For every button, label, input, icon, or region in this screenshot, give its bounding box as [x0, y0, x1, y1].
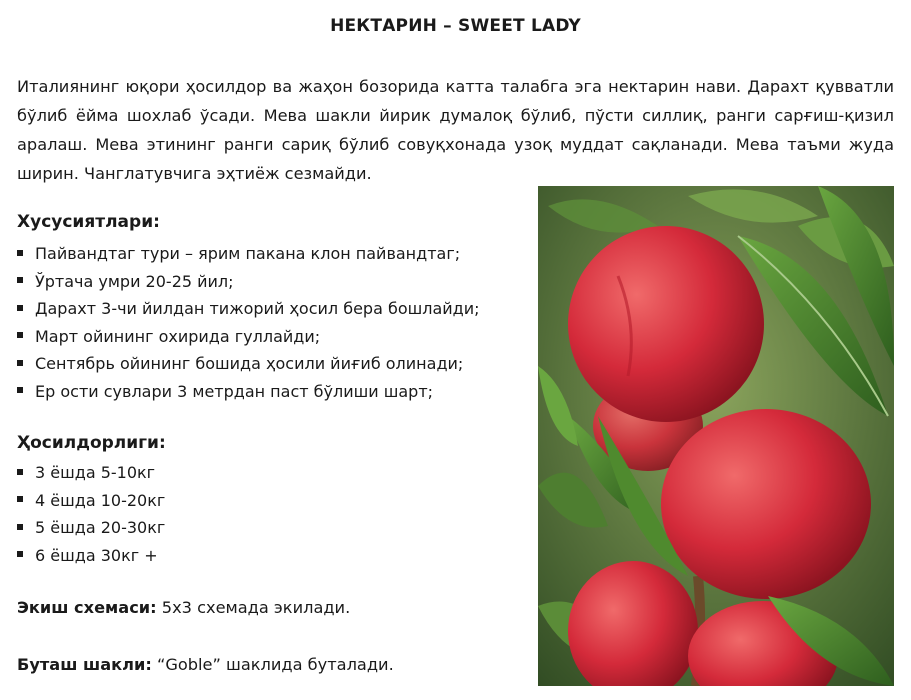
- list-item: Ўртача умри 20-25 йил;: [17, 268, 480, 296]
- nectarine-photo: [538, 186, 894, 686]
- nectarine-photo-icon: [538, 186, 894, 686]
- pruning-shape: [17, 655, 394, 674]
- list-item: Март ойининг охирида гуллайди;: [17, 323, 480, 351]
- list-item: Дарахт 3-чи йилдан тижорий ҳосил бера бошлайди;: [17, 295, 480, 323]
- yield-heading: Ҳосилдорлиги:: [17, 433, 166, 453]
- bullet-icon: [17, 496, 23, 502]
- list-item: 4 ёшда 10-20кг: [17, 487, 165, 515]
- yield-list: [17, 459, 165, 569]
- bullet-icon: [17, 360, 23, 366]
- list-item: 3 ёшда 5-10кг: [17, 459, 165, 487]
- intro-paragraph: [17, 72, 894, 188]
- bullet-icon: [17, 387, 23, 393]
- list-item: 5 ёшда 20-30кг: [17, 514, 165, 542]
- features-heading: Хусусиятлари:: [17, 212, 160, 232]
- planting-value: 5х3 схемада экилади.: [156, 598, 351, 617]
- bullet-icon: [17, 469, 23, 475]
- list-item: 6 ёшда 30кг +: [17, 542, 165, 570]
- pruning-label: Буташ шакли:: [17, 655, 152, 674]
- planting-label: Экиш схемаси:: [17, 598, 157, 617]
- bullet-icon: [17, 524, 23, 530]
- list-item: Ер ости сувлари 3 метрдан паст бўлиши шарт;: [17, 378, 480, 406]
- intro-text: Италиянинг юқори ҳосилдор ва жаҳон бозорида катта талабга эга нектарин нави. Дарахт қувватли бўлиб ёйма шохлаб ўсади. Мева шакли йирик думалоқ бўлиб, пўсти силлиқ, ранги сарғиш-қизил аралаш. Мева этининг ранги сариқ бўлиб совуқхонада узоқ муддат сақланади. Мева таъми жуда ширин. Чанглатувчига эҳтиёж сезмайди.: [17, 77, 894, 183]
- list-item: Сентябрь ойининг бошида ҳосили йиғиб олинади;: [17, 350, 480, 378]
- bullet-icon: [17, 250, 23, 256]
- features-list: [17, 240, 480, 406]
- bullet-icon: [17, 305, 23, 311]
- bullet-icon: [17, 277, 23, 283]
- bullet-icon: [17, 332, 23, 338]
- bullet-icon: [17, 551, 23, 557]
- planting-scheme: [17, 598, 350, 617]
- page-title: НЕКТАРИН – SWEET LADY: [330, 16, 581, 36]
- pruning-value: “Goble” шаклида буталади.: [151, 655, 394, 674]
- list-item: Пайвандтаг тури – ярим пакана клон пайвандтаг;: [17, 240, 480, 268]
